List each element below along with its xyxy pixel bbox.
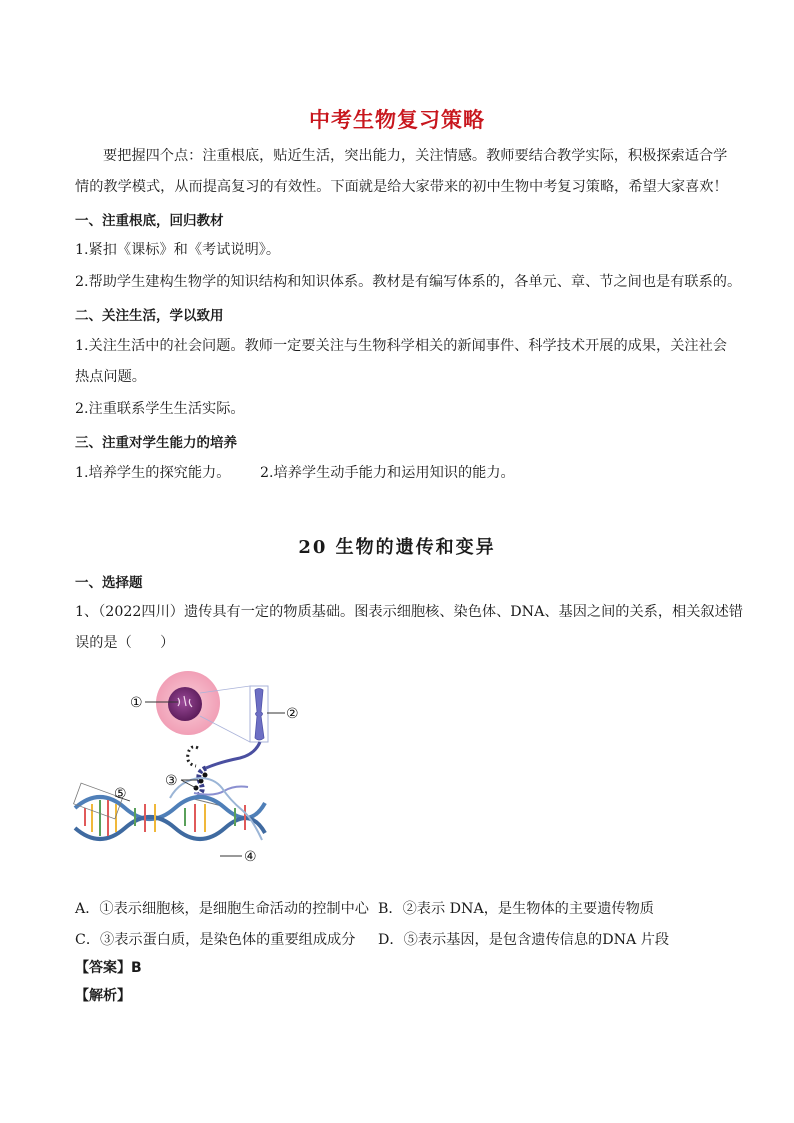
figure-label-3: ③ <box>165 773 178 789</box>
option-c: C．③表示蛋白质，是染色体的重要组成成分 <box>75 932 356 948</box>
section-2-item-1-line-1: 1.关注生活中的社会问题。教师一定要关注与生物科学相关的新闻事件、科学技术开展的成果，关注社会 <box>75 338 727 354</box>
analysis-label: 【解析】 <box>75 988 131 1004</box>
option-b: B．②表示 DNA，是生物体的主要遗传物质 <box>378 901 654 917</box>
section-3-item-1: 1.培养学生的探究能力。 <box>75 465 231 481</box>
chromosome-shape <box>255 689 264 741</box>
section-1-item-2: 2.帮助学生建构生物学的知识结构和知识体系。教材是有编写体系的，各单元、章、节之间也是有联系的。 <box>75 274 742 290</box>
answer-label: 【答案】B <box>75 960 142 976</box>
section-heading-2: 二、关注生活，学以致用 <box>75 308 224 324</box>
section-heading-1: 一、注重根底，回归教材 <box>75 213 224 229</box>
section-2-item-1-line-2: 热点问题。 <box>75 369 146 385</box>
question-1-line-1: 1、（2022四川）遗传具有一定的物质基础。图表示细胞核、染色体、DNA、基因之间的关系，相关叙述错 <box>75 604 743 620</box>
figure-label-1: ① <box>130 695 143 711</box>
option-a: A．①表示细胞核，是细胞生命活动的控制中心 <box>75 901 369 917</box>
option-d: D．⑤表示基因，是包含遗传信息的DNA 片段 <box>378 932 670 948</box>
genetics-diagram <box>70 658 320 888</box>
question-1-line-2: 误的是（ ） <box>75 635 175 651</box>
question-section-heading: 一、选择题 <box>75 575 143 591</box>
section-2-item-2: 2.注重联系学生生活实际。 <box>75 401 245 417</box>
chapter-title: 20 生物的遗传和变异 <box>298 537 496 558</box>
intro-line-1: 要把握四个点：注重根底，贴近生活，突出能力，关注情感。教师要结合教学实际，积极探索适合学 <box>103 148 728 164</box>
page-title: 中考生物复习策略 <box>309 108 485 132</box>
figure-label-5: ⑤ <box>114 786 127 802</box>
intro-line-2: 情的教学模式，从而提高复习的有效性。下面就是给大家带来的初中生物中考复习策略，希望大家喜欢！ <box>75 179 728 195</box>
section-3-item-2: 2.培养学生动手能力和运用知识的能力。 <box>260 465 515 481</box>
figure-label-2: ② <box>286 706 299 722</box>
section-1-item-1: 1.紧扣《课标》和《考试说明》。 <box>75 242 281 258</box>
section-heading-3: 三、注重对学生能力的培养 <box>75 435 237 451</box>
figure-label-4: ④ <box>244 849 257 865</box>
